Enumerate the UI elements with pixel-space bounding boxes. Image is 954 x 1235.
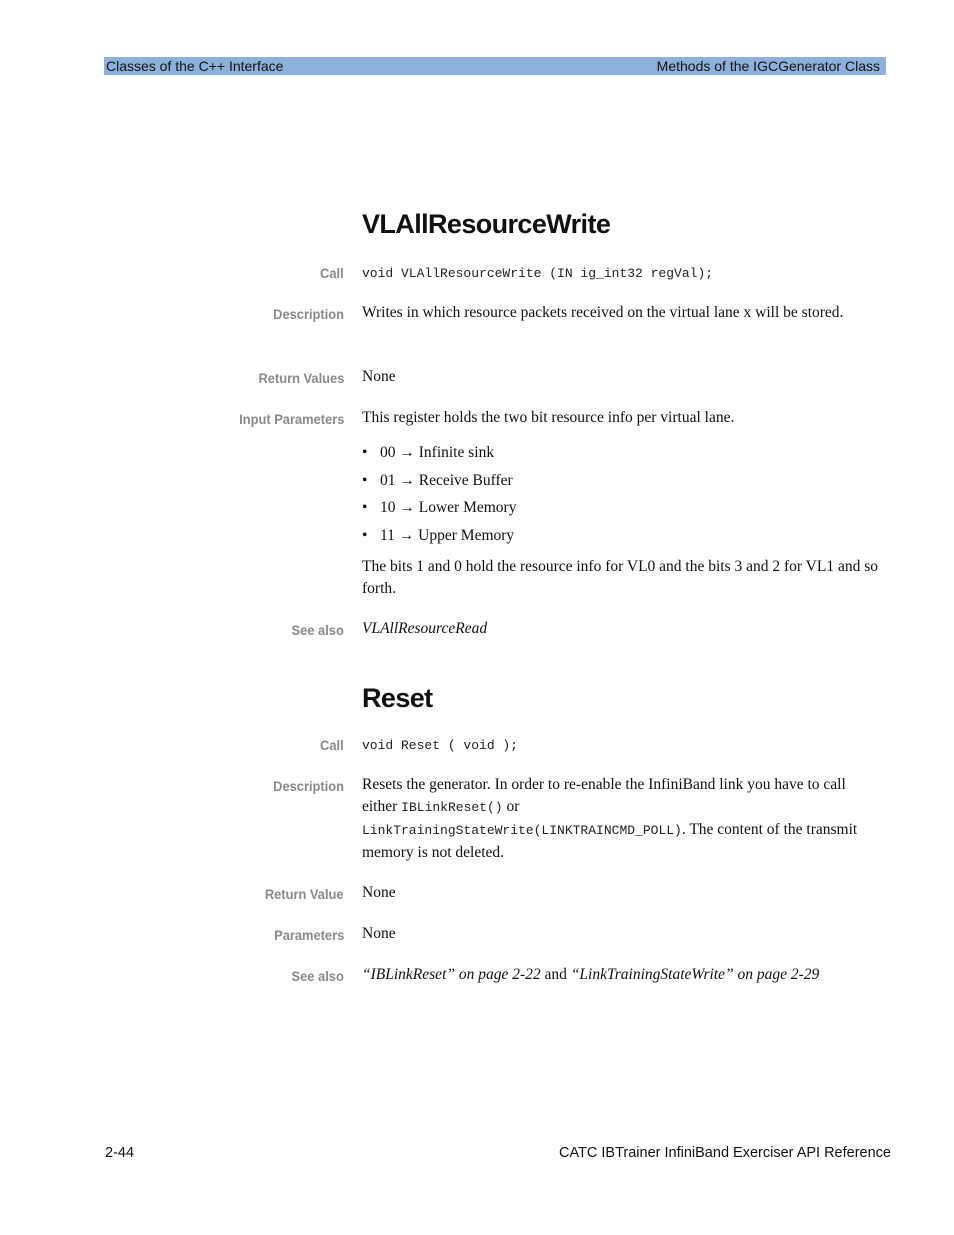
header-chapter: Classes of the C++ Interface — [106, 58, 284, 74]
description-label: Description — [273, 778, 344, 794]
see-also-link-linktrainingstatewrite[interactable]: “LinkTrainingStateWrite” on page 2-29 — [570, 966, 820, 983]
see-also-label: See also — [291, 622, 344, 638]
return-value-text: None — [362, 884, 396, 901]
input-parameters-note: The bits 1 and 0 hold the resource info for VL0 and the bits 3 and 2 for VL1 and so forth. — [362, 558, 878, 597]
code-iblinkreset: IBLinkReset() — [401, 800, 503, 815]
call-signature: void VLAllResourceWrite (IN ig_int32 regVal); — [362, 266, 714, 281]
see-also-link-iblinkreset[interactable]: “IBLinkReset” on page 2-22 — [362, 966, 541, 983]
code-linktrainingstatewrite: LinkTrainingStateWrite(LINKTRAINCMD_POLL) — [362, 823, 682, 838]
return-values-label: Return Values — [258, 370, 344, 386]
footer-title: CATC IBTrainer InfiniBand Exerciser API Reference — [558, 1145, 891, 1161]
see-also-label: See also — [291, 968, 344, 984]
input-parameters-label: Input Parameters — [238, 411, 344, 427]
return-value-label: Return Value — [265, 886, 344, 902]
list-item: • 10 → Lower Memory — [362, 499, 517, 516]
see-also-text: “IBLinkReset” on page 2-22 and “LinkTrainingStateWrite” on page 2-29 — [362, 966, 820, 983]
call-signature: void Reset ( void ); — [362, 738, 519, 753]
input-parameters-intro: This register holds the two bit resource info per virtual lane. — [362, 409, 735, 426]
return-values-text: None — [362, 368, 396, 385]
list-item: • 11 → Upper Memory — [362, 526, 515, 544]
parameters-text: None — [362, 925, 396, 942]
section-title-reset: Reset — [362, 683, 433, 713]
see-also-link[interactable]: VLAllResourceRead — [362, 620, 488, 637]
section-title-vlallresourcewrite: VLAllResourceWrite — [362, 209, 611, 239]
resource-bullet-list — [362, 439, 516, 549]
header-section: Methods of the IGCGenerator Class — [656, 58, 880, 74]
parameters-label: Parameters — [273, 927, 344, 943]
description-text: Resets the generator. In order to re-enable the InfiniBand link you have to call either IBLinkReset() or LinkTrainingStateWrite(LINKTRAINCMD_POLL). The content of the transmit memory is not deleted. — [362, 776, 858, 861]
list-item: • 00 → Infinite sink — [362, 444, 495, 461]
call-label: Call — [320, 265, 344, 281]
list-item: • 01 → Receive Buffer — [362, 471, 513, 489]
description-text: Writes in which resource packets received on the virtual lane x will be stored. — [362, 304, 844, 321]
page-number: 2-44 — [105, 1145, 135, 1161]
running-header — [104, 57, 886, 75]
call-label: Call — [320, 737, 344, 753]
description-label: Description — [273, 306, 344, 322]
